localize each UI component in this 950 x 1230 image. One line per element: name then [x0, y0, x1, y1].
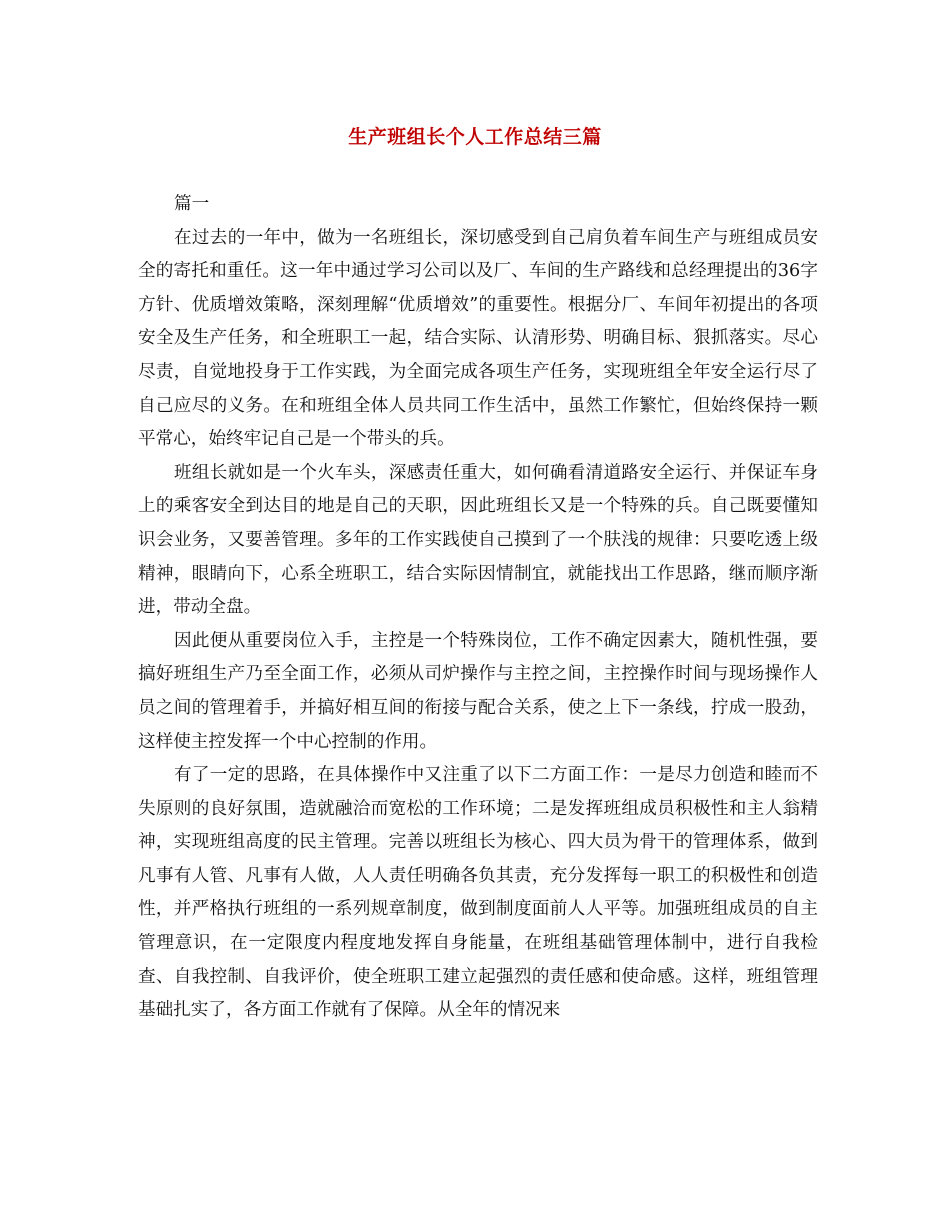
paragraph-3: 因此便从重要岗位入手，主控是一个特殊岗位，工作不确定因素大，随机性强，要搞好班组生产乃至全面工作，必须从司炉操作与主控之间，主控操作时间与现场操作人员之间的管理着手，并搞好相互间的衔接与配合关系，使之上下一条线，拧成一股劲，这样使主控发挥一个中心控制的作用。	[138, 630, 818, 752]
paragraph-2: 班组长就如是一个火车头，深感责任重大，如何确看清道路安全运行、并保证车身上的乘客安全到达目的地是自己的天职，因此班组长又是一个特殊的兵。自己既要懂知识会业务，又要善管理。多年的工作实践使自己摸到了一个肤浅的规律：只要吃透上级精神，眼睛向下，心系全班职工，结合实际因情制宜，就能找出工作思路，继而顺序渐进，带动全盘。	[138, 462, 818, 618]
document-body	[138, 188, 818, 1028]
paragraph-4: 有了一定的思路，在具体操作中又注重了以下二方面工作：一是尽力创造和睦而不失原则的良好氛围，造就融洽而宽松的工作环境；二是发挥班组成员积极性和主人翁精神，实现班组高度的民主管理。完善以班组长为核心、四大员为骨干的管理体系，做到凡事有人管、凡事有人做，人人责任明确各负其责，充分发挥每一职工的积极性和创造性，并严格执行班组的一系列规章制度，做到制度面前人人平等。加强班组成员的自主管理意识，在一定限度内程度地发挥自身能量，在班组基础管理体制中，进行自我检查、自我控制、自我评价，使全班职工建立起强烈的责任感和使命感。这样，班组管理基础扎实了，各方面工作就有了保障。从全年的情况来	[138, 765, 818, 1021]
paragraph-1: 在过去的一年中，做为一名班组长，深切感受到自己肩负着车间生产与班组成员安全的寄托和重任。这一年中通过学习公司以及厂、车间的生产路线和总经理提出的36字方针、优质增效策略，深刻理解“优质增效”的重要性。根据分厂、车间年初提出的各项安全及生产任务，和全班职工一起，结合实际、认清形势、明确目标、狠抓落实。尽心尽责，自觉地投身于工作实践，为全面完成各项生产任务，实现班组全年安全运行尽了自己应尽的义务。在和班组全体人员共同工作生活中，虽然工作繁忙，但始终保持一颗平常心，始终牢记自己是一个带头的兵。	[138, 227, 818, 450]
document-title: 生产班组长个人工作总结三篇	[348, 126, 602, 148]
section-label: 篇一	[174, 194, 210, 214]
